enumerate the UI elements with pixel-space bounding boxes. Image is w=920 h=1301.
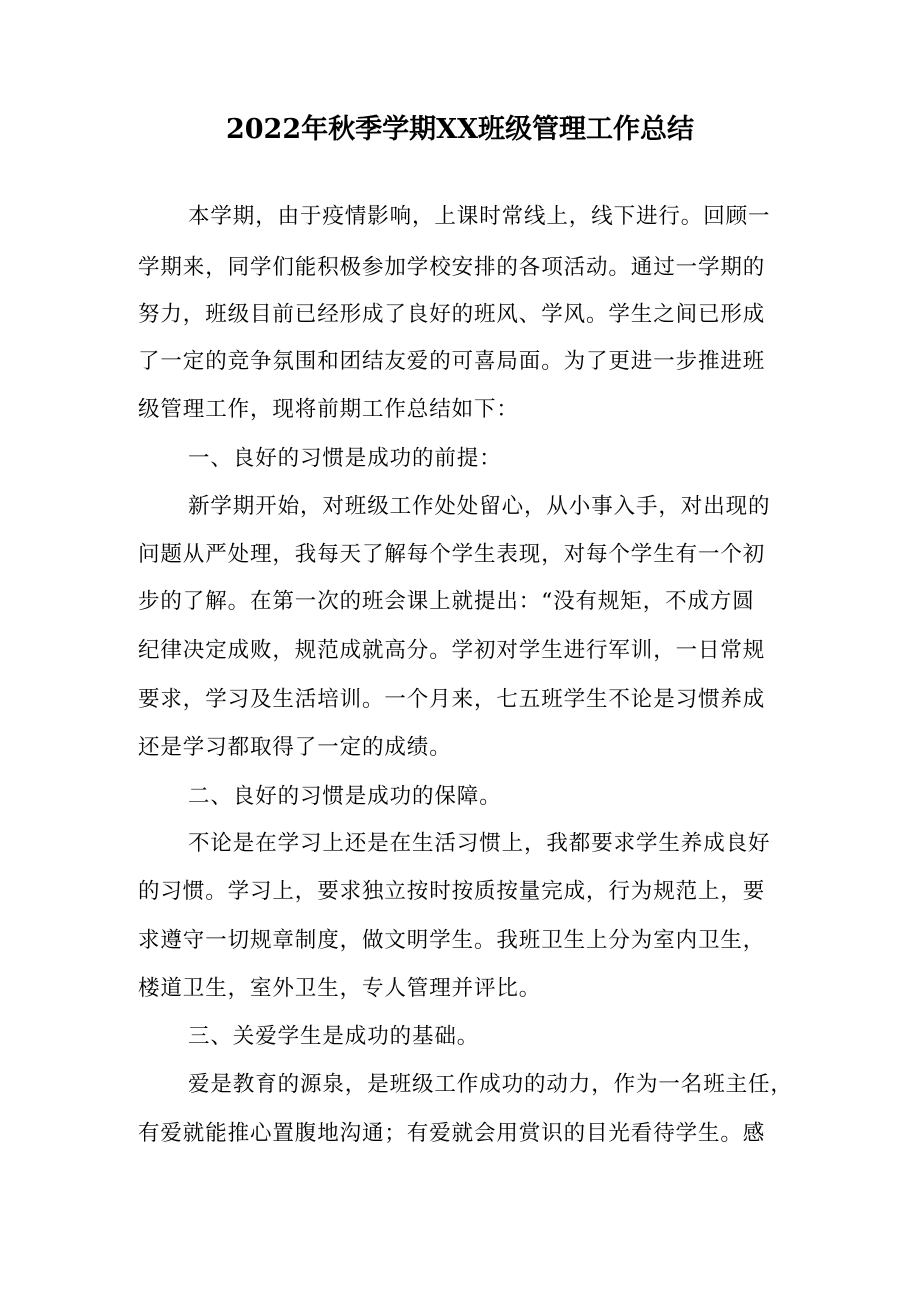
paragraph-line: 步的了解。在第一次的班会课上就提出：“没有规矩，不成方圆: [138, 589, 755, 614]
paragraph-line: 学期来，同学们能积极参加学校安排的各项活动。通过一学期的: [138, 255, 766, 280]
paragraph-line: 努力，班级目前已经形成了良好的班风、学风。学生之间已形成: [138, 302, 766, 327]
paragraph-line: 本学期，由于疫情影响，上课时常线上，线下进行。回顾一: [188, 204, 771, 229]
paragraph-line: 纪律决定成败，规范成就高分。学初对学生进行军训，一日常规: [138, 638, 766, 663]
paragraph-line: 不论是在学习上还是在生活习惯上，我都要求学生养成良好: [188, 831, 771, 856]
paragraph-line: 要求，学习及生活培训。一个月来，七五班学生不论是习惯养成: [138, 687, 766, 712]
section-heading: 三、关爱学生是成功的基础。: [188, 1024, 480, 1049]
paragraph-line: 爱是教育的源泉，是班级工作成功的动力，作为一名班主任，: [188, 1072, 793, 1097]
paragraph-line: 了一定的竞争氛围和团结友爱的可喜局面。为了更进一步推进班: [138, 349, 766, 374]
section-heading: 一、良好的习惯是成功的前提：: [188, 446, 502, 471]
paragraph-line: 楼道卫生，室外卫生，专人管理并评比。: [138, 976, 542, 1001]
document-title: 2022年秋季学期XX班级管理工作总结: [225, 114, 695, 145]
section-heading: 二、良好的习惯是成功的保障。: [188, 784, 502, 809]
paragraph-line: 新学期开始，对班级工作处处留心，从小事入手，对出现的: [188, 494, 771, 519]
paragraph-line: 问题从严处理，我每天了解每个学生表现，对每个学生有一个初: [138, 542, 766, 567]
paragraph-line: 的习惯。学习上，要求独立按时按质按量完成，行为规范上，要: [138, 879, 766, 904]
paragraph-line: 求遵守一切规章制度，做文明学生。我班卫生上分为室内卫生，: [138, 928, 766, 953]
paragraph-line: 级管理工作，现将前期工作总结如下：: [138, 397, 519, 422]
paragraph-line: 还是学习都取得了一定的成绩。: [138, 735, 452, 760]
paragraph-line: 有爱就能推心置腹地沟通；有爱就会用赏识的目光看待学生。感: [138, 1121, 766, 1146]
